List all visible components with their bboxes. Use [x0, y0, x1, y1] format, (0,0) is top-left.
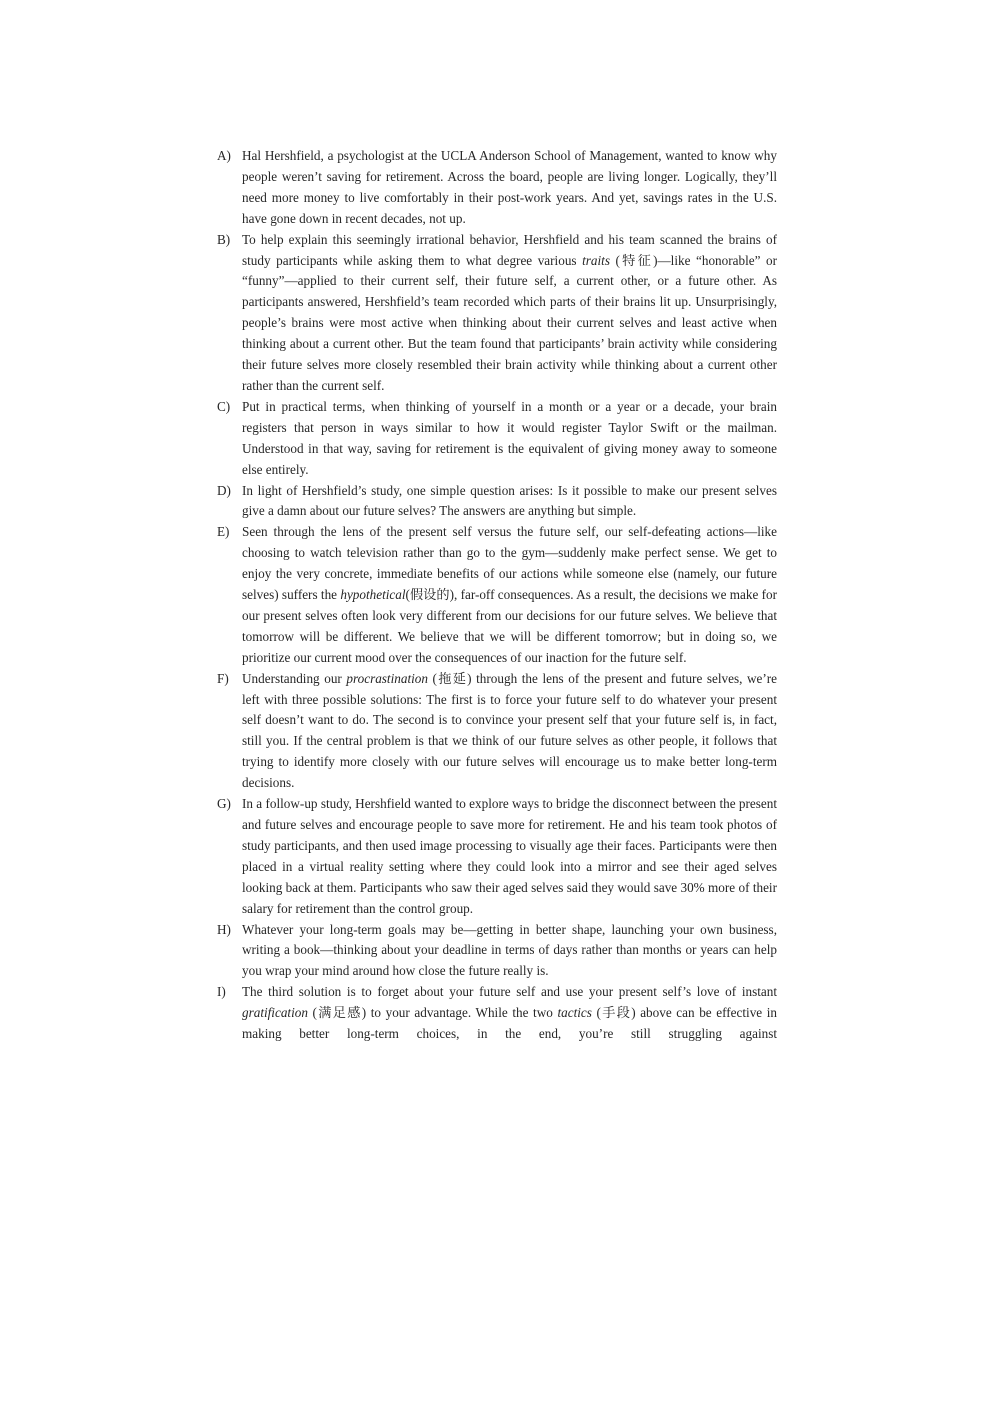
paragraph-label: F) [217, 670, 229, 686]
paragraph-label: D) [217, 482, 231, 498]
paragraph-g [217, 794, 777, 919]
paragraph-label: E) [217, 524, 230, 540]
paragraph-text: Seen through the lens of the present self versus the future self, our self-defeating actions—like choosing to watch television rather than go to the gym—suddenly make perfect sense. We get to enjoy the very concrete, immediate benefits of our actions while someone else (namely, our future selves) suffers the hypothetical(假设的), far-off consequences. As a result, the decisions we make for our present selves often look very different from our decisions for our future selves. We believe that tomorrow will be different. We believe that we will be different tomorrow; but in doing so, we prioritize our current mood over the consequences of our inaction for the future self. [242, 524, 778, 665]
vocab-term: tactics [557, 1005, 592, 1021]
paragraph-label: I) [217, 984, 226, 1000]
paragraph-text: Understanding our procrastination (拖延) through the lens of the present and future selves, we’re left with three possible solutions: The first is to force your future self to do whatever your present self doesn’t want to do. The second is to convince your present self that your future self is, in fact, still you. If the central problem is that we think of our future selves as other people, it follows that trying to identify more closely with our future selves will encourage us to make better long-term decisions. [242, 670, 777, 791]
paragraph-text: The third solution is to forget about your future self and use your present self’s love of instant gratification (满足感) to your advantage. While the two tactics (手段) above can be effective in making better long-term choices, in the end, you’re still struggling against [242, 984, 778, 1042]
vocab-term: hypothetical [340, 587, 406, 603]
paragraph-c [217, 397, 777, 481]
paragraph-text: To help explain this seemingly irrational behavior, Hershfield and his team scanned the brains of study participants while asking them to what degree various traits (特征)—like “honorable” or “funny”—applied to their current self, their future self, a current other, or a future other. As participants answered, Hershfield’s team recorded which parts of their brains lit up. Unsurprisingly, people’s brains were most active when thinking about their current selves and least active when thinking about a current other. But the team found that participants’ brain activity while considering their future selves more closely resembled their brain activity while thinking about a current other rather than the current self. [242, 231, 777, 393]
paragraph-b [217, 230, 777, 397]
vocab-term: procrastination [346, 670, 428, 686]
paragraph-a [217, 146, 777, 230]
paragraph-text: Whatever your long-term goals may be—getting in better shape, launching your own business, writing a book—thinking about your deadline in terms of days rather than months or years can help you wrap your mind around how close the future really is. [242, 921, 777, 979]
paragraph-i [217, 982, 777, 1045]
paragraph-text: Hal Hershfield, a psychologist at the UCLA Anderson School of Management, wanted to know why people weren’t saving for retirement. Across the board, people are living longer. Logically, they’ll need more money to live comfortably in their post-work years. And yet, savings rates in the U.S. have gone down in recent decades, not up. [242, 148, 777, 226]
paragraph-e [217, 522, 777, 668]
paragraph-text: In light of Hershfield’s study, one simple question arises: Is it possible to make our present selves give a damn about our future selves? The answers are anything but simple. [242, 482, 777, 519]
paragraph-label: C) [217, 398, 231, 414]
paragraph-text: Put in practical terms, when thinking of yourself in a month or a year or a decade, your brain registers that person in ways similar to how it would register Taylor Swift or the mailman. Understood in that way, saving for retirement is the equivalent of giving money away to someone else entirely. [242, 398, 777, 477]
paragraph-label: B) [217, 231, 231, 247]
paragraph-d [217, 481, 777, 523]
paragraph-label: H) [217, 921, 231, 937]
paragraph-label: G) [217, 796, 231, 812]
vocab-term: gratification [242, 1005, 308, 1021]
paragraph-label: A) [217, 148, 231, 163]
vocab-term: traits [582, 252, 610, 268]
paragraph-f [217, 669, 777, 794]
paragraph-text: In a follow-up study, Hershfield wanted to explore ways to bridge the disconnect between the present and future selves and encourage people to save more for retirement. He and his team took photos of study participants, and then used image processing to visually age their faces. Participants were then placed in a virtual reality setting where they could look into a mirror and see their aged selves looking back at them. Participants who saw their aged selves said they would save 30% more of their salary for retirement than the control group. [242, 796, 777, 916]
passage [217, 146, 777, 1045]
paragraph-h [217, 920, 777, 983]
